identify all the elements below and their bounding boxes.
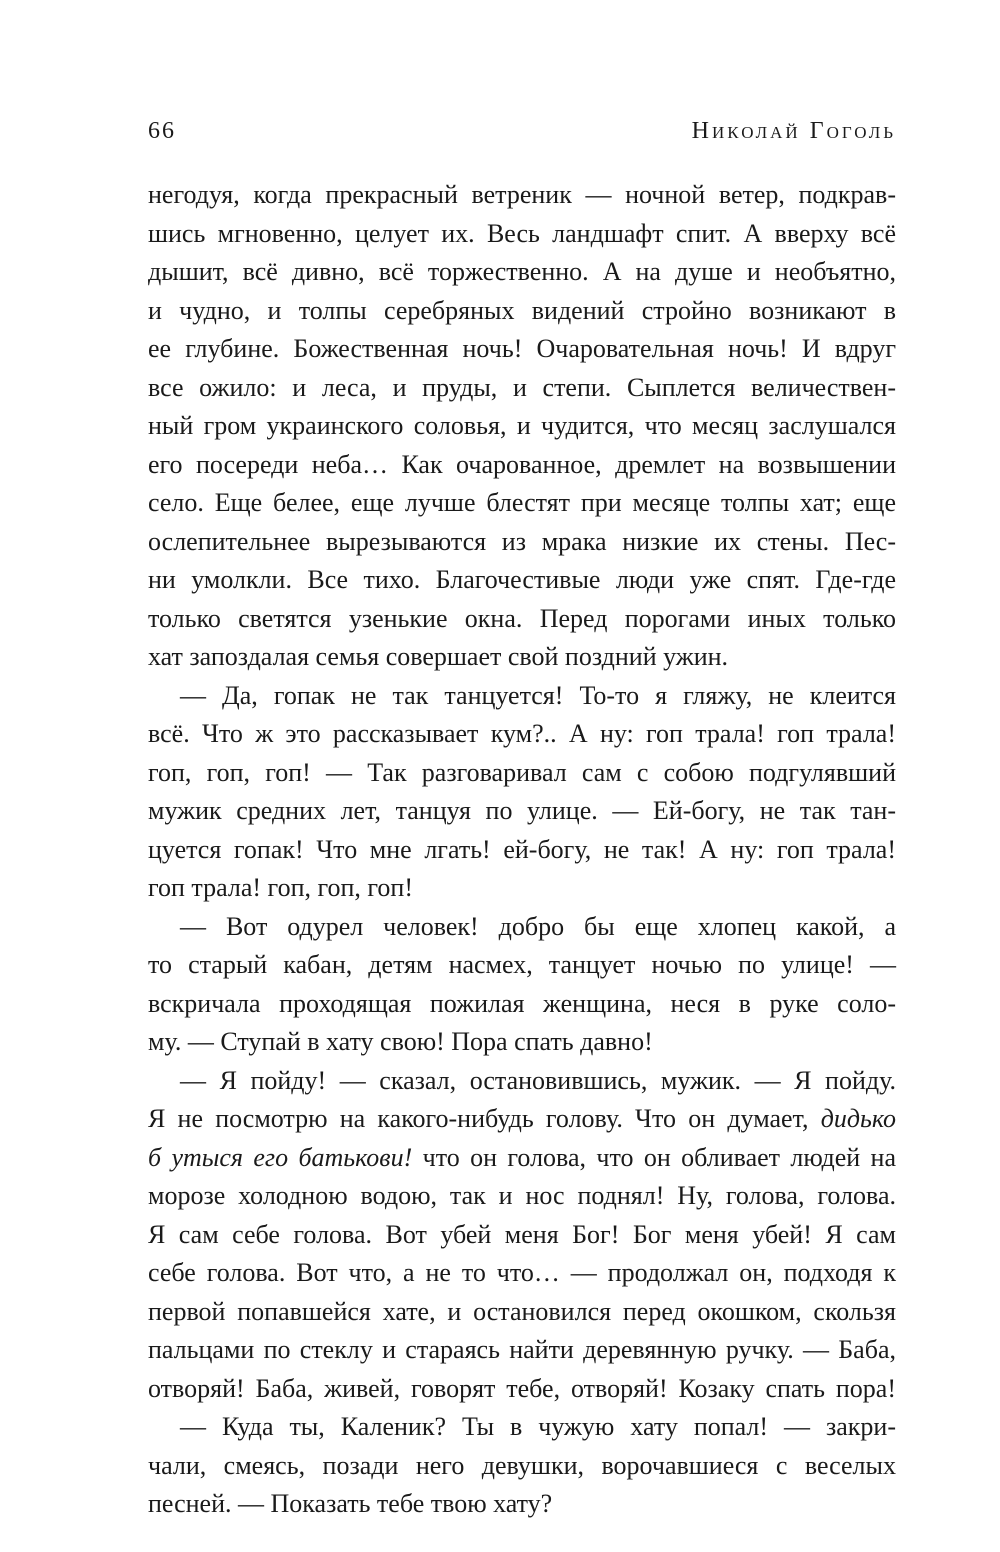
text-line: ни умолкли. Все тихо. Благочестивые люди уже спят. Где-где <box>148 565 896 594</box>
text-line: гоп трала! гоп, гоп, гоп! <box>148 873 414 902</box>
text-line: ослепительнее вырезываются из мрака низкие их стены. Пес- <box>148 526 896 556</box>
text-line: б утыся его батькови! что он голова, что он обливает людей на <box>148 1142 896 1172</box>
text-line: шись мгновенно, целует их. Весь ландшафт спит. А вверху всё <box>148 218 896 248</box>
text-line: гоп, гоп, гоп! — Так разговаривал сам с собою подгулявший <box>148 757 896 787</box>
text-line: ный гром украинского соловья, и чудится, что месяц заслушался <box>148 411 896 440</box>
text-line: негодуя, когда прекрасный ветреник — ночной ветер, подкрав- <box>148 180 896 209</box>
text-line: первой попавшейся хате, и остановился перед окошком, скользя <box>148 1296 896 1326</box>
text-line: му. — Ступай в хату свою! Пора спать давно! <box>148 1027 653 1056</box>
text-line: вскричала проходящая пожилая женщина, неся в руке соло- <box>148 988 896 1018</box>
text-line: и чудно, и толпы серебряных видений стройно возникают в <box>148 295 896 325</box>
text-line: морозе холодною водою, так и нос поднял! Ну, голова, голова. <box>148 1181 896 1210</box>
text-line: только светятся узенькие окна. Перед порогами иных только <box>148 603 896 633</box>
text-line: чали, смеясь, позади него девушки, ворочавшиеся с веселых <box>148 1450 896 1480</box>
text-line: песней. — Показать тебе твою хату? <box>148 1489 553 1518</box>
text-line: пальцами по стеклу и стараясь найти деревянную ручку. — Баба, <box>148 1335 896 1364</box>
text-line: Я не посмотрю на какого-нибудь голову. Что он думает, дидько <box>148 1104 896 1133</box>
text-line: себе голова. Вот что, а не то что… — продолжал он, подходя к <box>148 1258 896 1287</box>
text-line: — Я пойду! — сказал, остановившись, мужик. — Я пойду. <box>180 1065 896 1095</box>
text-line: дышит, всё дивно, всё торжественно. А на душе и необъятно, <box>148 257 896 286</box>
text-line: то старый кабан, детям насмех, танцует ночью по улице! — <box>148 950 896 979</box>
page-number: 66 <box>148 118 176 144</box>
text-line: Я сам себе голова. Вот убей меня Бог! Бог меня убей! Я сам <box>148 1219 896 1249</box>
text-line: мужик средних лет, танцуя по улице. — Ей-богу, не так тан- <box>148 796 896 825</box>
body-text <box>148 176 896 1524</box>
running-head: Николай Гоголь <box>691 118 896 144</box>
text-line: — Куда ты, Каленик? Ты в чужую хату попал! — закри- <box>180 1412 896 1441</box>
text-line: отворяй! Баба, живей, говорят тебе, отворяй! Козаку спать пора! <box>148 1373 896 1403</box>
text-line: цуется гопак! Что мне лгать! ей-богу, не так! А ну: гоп трала! <box>148 834 896 864</box>
text-line: — Да, гопак не так танцуется! То-то я гляжу, не клеится <box>180 680 896 710</box>
page-header <box>148 118 896 158</box>
italic-phrase: б утыся его батькови! <box>148 1142 413 1172</box>
text-line: все ожило: и леса, и пруды, и степи. Сыплется величествен- <box>148 372 896 402</box>
text-line: — Вот одурел человек! добро бы еще хлопец какой, а <box>180 911 896 941</box>
italic-phrase: дидько <box>820 1104 896 1133</box>
text-line: ее глубине. Божественная ночь! Очаровательная ночь! И вдруг <box>148 334 896 363</box>
text-line: село. Еще белее, еще лучше блестят при месяце толпы хат; еще <box>148 488 896 517</box>
text-line: его посереди неба… Как очарованное, дремлет на возвышении <box>148 449 896 479</box>
text-line: хат запоздалая семья совершает свой поздний ужин. <box>148 642 729 671</box>
text-line: всё. Что ж это рассказывает кум?.. А ну: гоп трала! гоп трала! <box>148 719 896 748</box>
